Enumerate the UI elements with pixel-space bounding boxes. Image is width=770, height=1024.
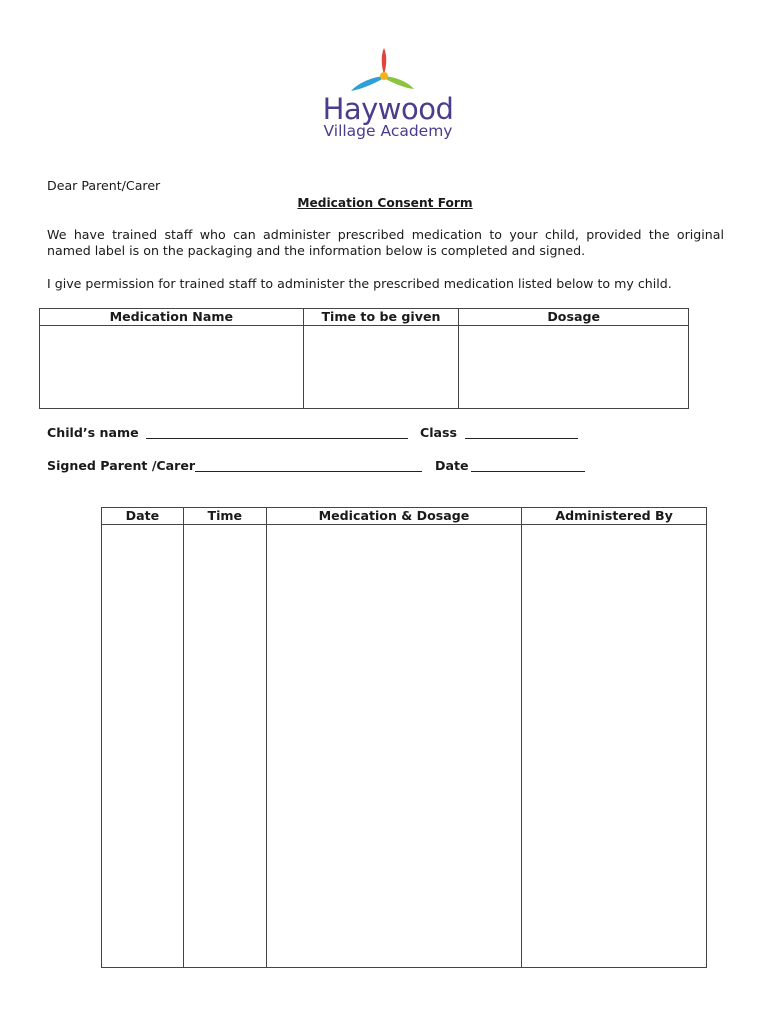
child-name-line[interactable] bbox=[146, 438, 408, 439]
class-line[interactable] bbox=[465, 438, 578, 439]
permission-statement: I give permission for trained staff to administer the prescribed medication listed below to my child. bbox=[47, 276, 672, 291]
column-header-dosage: Dosage bbox=[459, 309, 689, 326]
date-line[interactable] bbox=[471, 471, 585, 472]
column-header-date: Date bbox=[102, 508, 184, 525]
time-cell[interactable] bbox=[183, 525, 266, 968]
child-name-label: Child’s name bbox=[47, 425, 139, 440]
column-header-administered-by: Administered By bbox=[522, 508, 707, 525]
time-to-be-given-cell[interactable] bbox=[303, 326, 459, 409]
signed-parent-label: Signed Parent /Carer bbox=[47, 458, 196, 473]
administered-by-cell[interactable] bbox=[522, 525, 707, 968]
column-header-time: Time bbox=[183, 508, 266, 525]
date-cell[interactable] bbox=[102, 525, 184, 968]
signature-line[interactable] bbox=[195, 471, 422, 472]
dosage-cell[interactable] bbox=[459, 326, 689, 409]
form-title: Medication Consent Form bbox=[297, 196, 473, 210]
logo-name: Haywood bbox=[322, 92, 454, 126]
table-header-row bbox=[102, 508, 707, 525]
column-header-medication-name: Medication Name bbox=[40, 309, 304, 326]
table-header-row bbox=[40, 309, 689, 326]
table-row bbox=[102, 525, 707, 968]
logo-subtitle: Village Academy bbox=[323, 122, 453, 140]
greeting: Dear Parent/Carer bbox=[47, 178, 161, 193]
windmill-icon bbox=[300, 44, 470, 96]
class-label: Class bbox=[420, 425, 458, 440]
medication-table bbox=[39, 308, 689, 409]
column-header-medication-dosage: Medication & Dosage bbox=[266, 508, 522, 525]
table-row bbox=[40, 326, 689, 409]
medication-name-cell[interactable] bbox=[40, 326, 304, 409]
administration-log-table bbox=[101, 507, 707, 968]
medication-dosage-cell[interactable] bbox=[266, 525, 522, 968]
school-logo bbox=[300, 44, 470, 144]
column-header-time-to-be-given: Time to be given bbox=[303, 309, 459, 326]
date-label: Date bbox=[435, 458, 469, 473]
intro-paragraph: We have trained staff who can administer prescribed medication to your child, provided the original named label is on the packaging and the information below is completed and signed. bbox=[47, 227, 724, 258]
